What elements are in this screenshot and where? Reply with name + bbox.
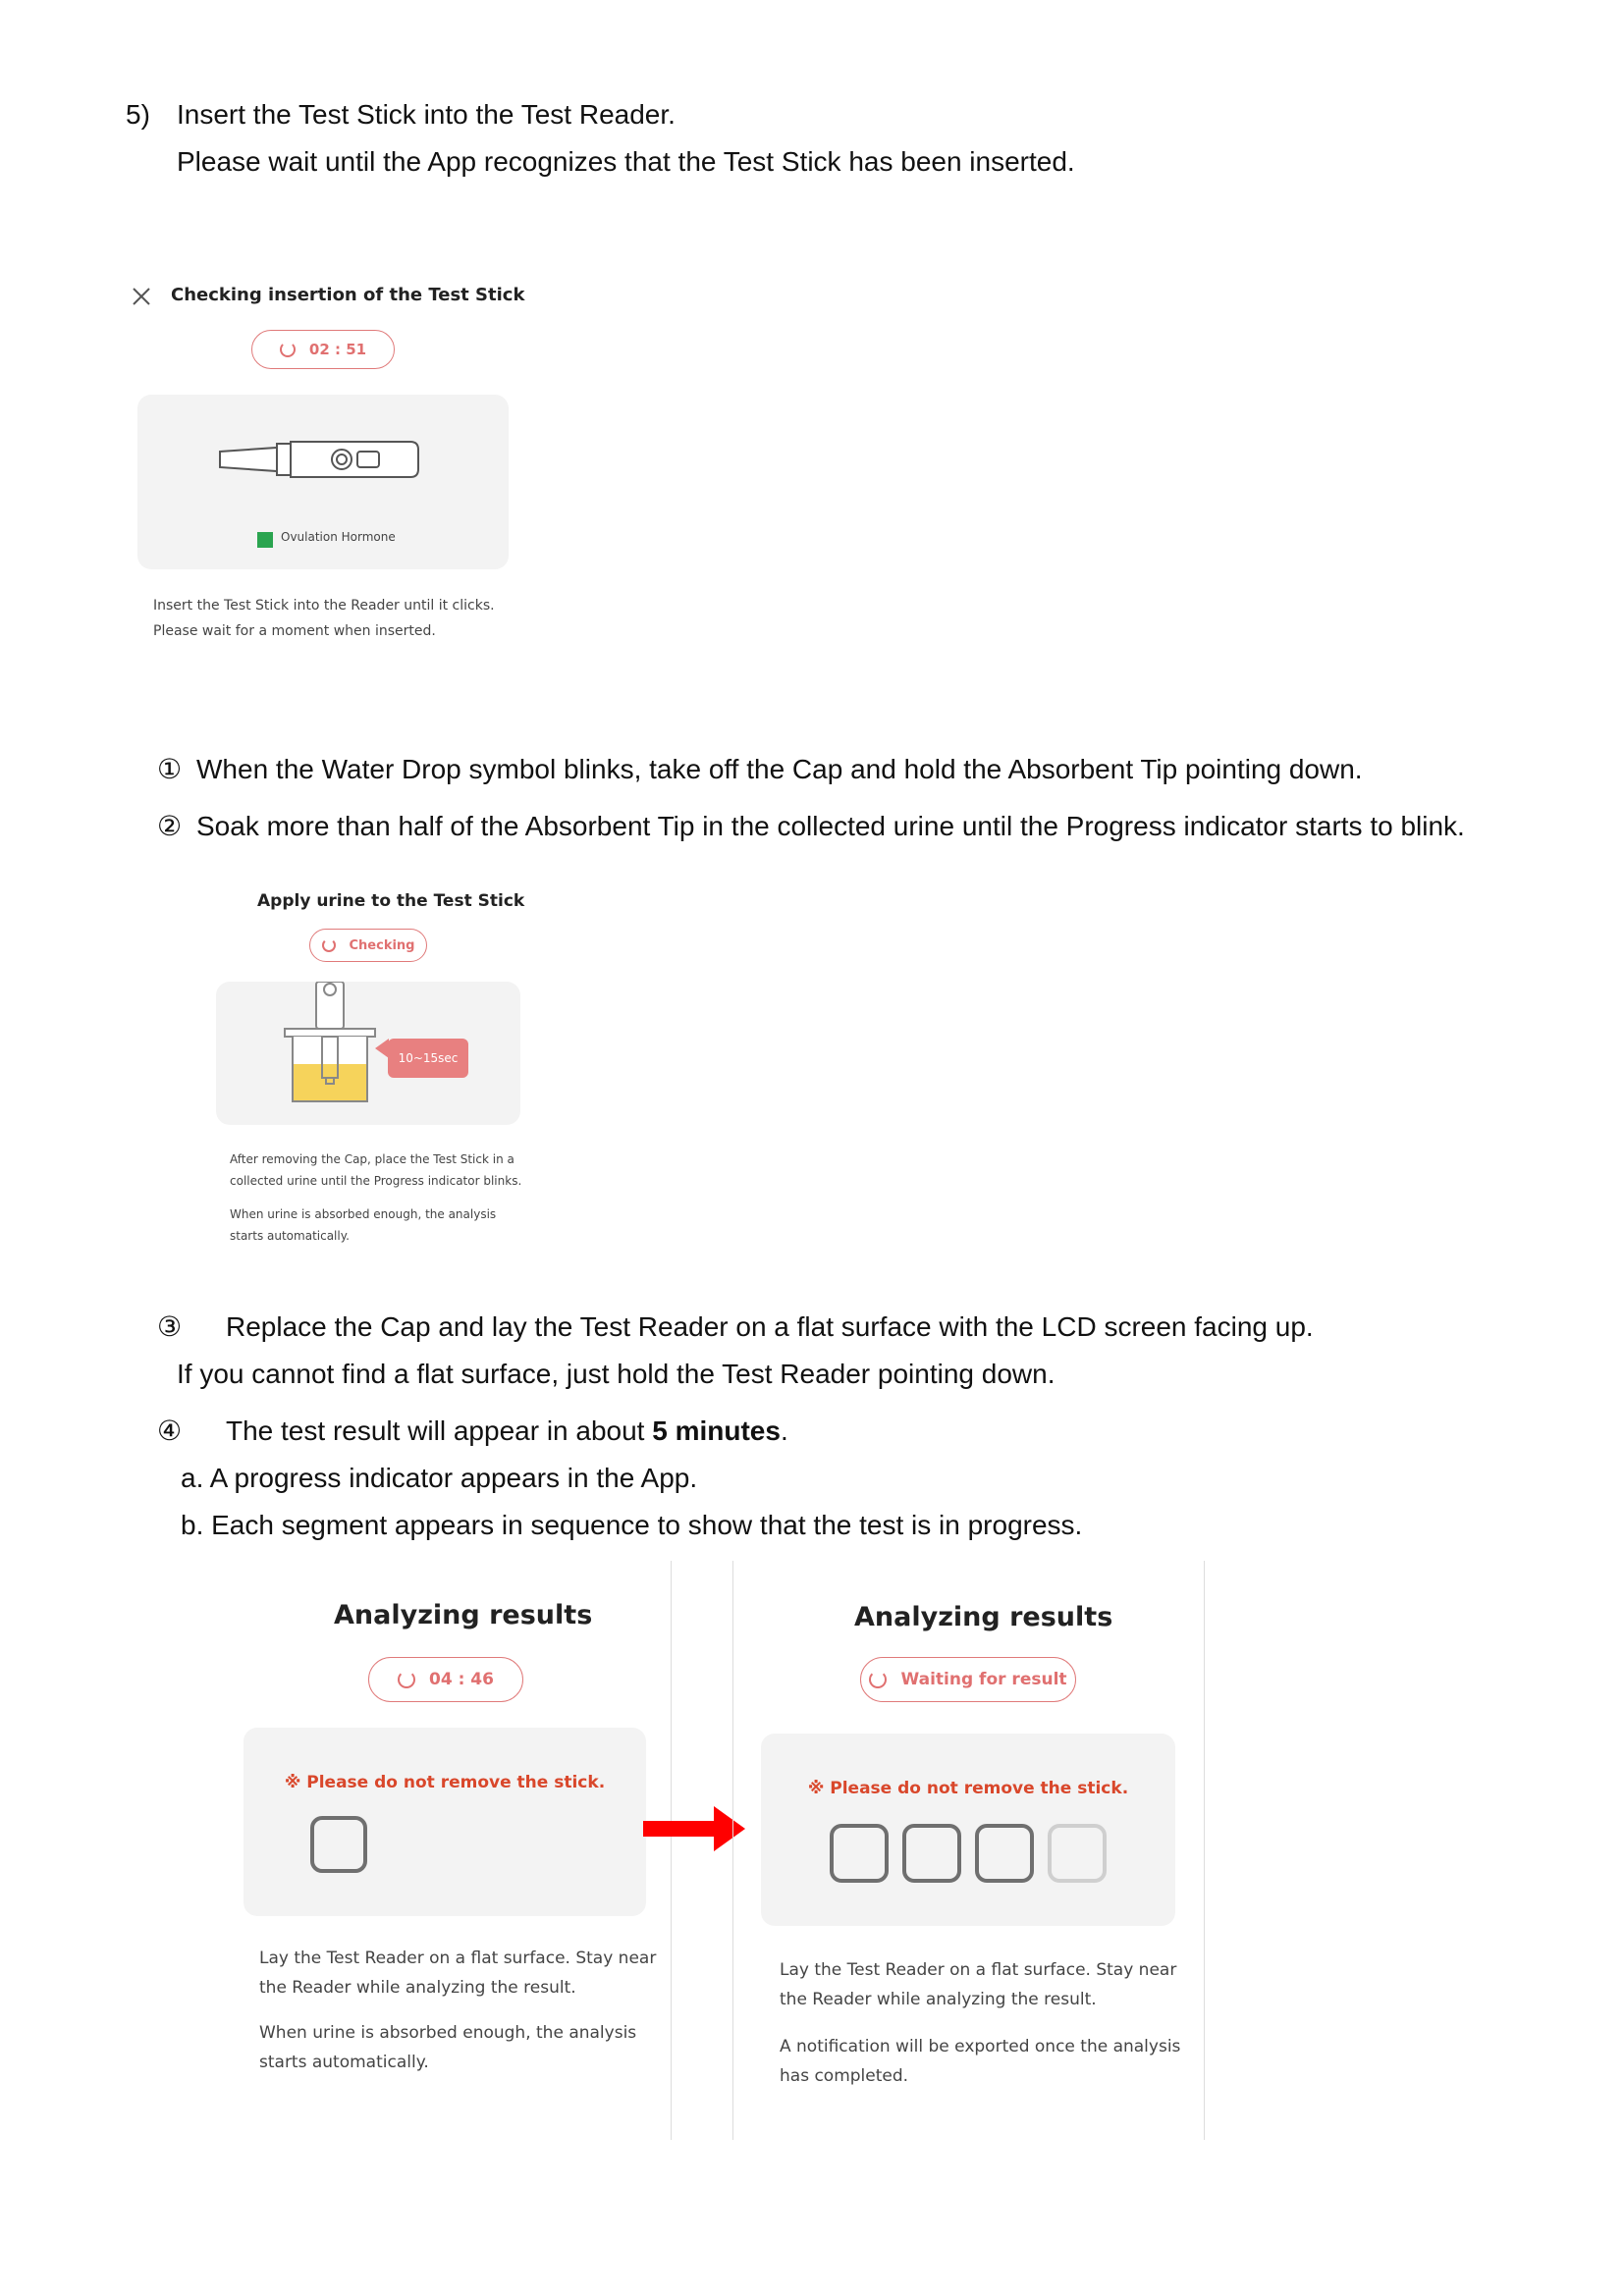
screen-title: Analyzing results bbox=[334, 1600, 593, 1630]
step-marker: ④ bbox=[157, 1415, 183, 1446]
description-line: the Reader while analyzing the result. bbox=[259, 1978, 576, 1998]
description-line: collected urine until the Progress indicator blinks. bbox=[230, 1174, 522, 1188]
step-4-text-post: . bbox=[780, 1415, 788, 1446]
timer-value: 04 : 46 bbox=[429, 1670, 494, 1689]
screen-title: Analyzing results bbox=[854, 1602, 1113, 1632]
progress-panel bbox=[244, 1728, 646, 1916]
description-line: Please wait for a moment when inserted. bbox=[153, 623, 436, 639]
divider bbox=[1204, 1561, 1205, 2140]
description-line: A notification will be exported once the analysis bbox=[780, 2037, 1181, 2056]
step-1-text: When the Water Drop symbol blinks, take off the Cap and hold the Absorbent Tip pointing down. bbox=[196, 754, 1363, 784]
description-line: Lay the Test Reader on a flat surface. Stay near bbox=[259, 1949, 657, 1968]
step5-line2: Please wait until the App recognizes that the Test Stick has been inserted. bbox=[177, 146, 1075, 177]
step-marker: ③ bbox=[157, 1311, 183, 1342]
spinner-icon bbox=[398, 1671, 415, 1688]
screen-analyzing-waiting bbox=[746, 1590, 1188, 2101]
description-line: has completed. bbox=[780, 2066, 909, 2086]
warning-text: ※ Please do not remove the stick. bbox=[284, 1773, 606, 1792]
time-badge: 10~15sec bbox=[388, 1039, 468, 1078]
description-line: the Reader while analyzing the result. bbox=[780, 1990, 1097, 2009]
urine-cup-icon bbox=[283, 982, 377, 1109]
screen-checking-insertion bbox=[128, 275, 525, 667]
description-line: Lay the Test Reader on a flat surface. Stay near bbox=[780, 1960, 1177, 1980]
step-2-text: Soak more than half of the Absorbent Tip in the collected urine until the Progress indicator starts to blink. bbox=[196, 811, 1465, 841]
screen-title: Checking insertion of the Test Stick bbox=[171, 285, 525, 305]
test-stick-icon bbox=[218, 440, 420, 479]
step5-line1: Insert the Test Stick into the Test Reader. bbox=[177, 99, 676, 130]
legend-swatch bbox=[257, 532, 273, 548]
description-line: Insert the Test Stick into the Reader until it clicks. bbox=[153, 598, 495, 614]
timer-pill bbox=[368, 1657, 523, 1702]
screen-analyzing-timer bbox=[226, 1590, 658, 2081]
legend-label: Ovulation Hormone bbox=[281, 530, 396, 544]
description-line: When urine is absorbed enough, the analysis bbox=[259, 2023, 637, 2043]
status-label: Waiting for result bbox=[900, 1670, 1067, 1689]
status-label: Checking bbox=[349, 937, 415, 953]
description-line: starts automatically. bbox=[230, 1229, 350, 1243]
progress-panel bbox=[761, 1734, 1175, 1926]
progress-segment-pending bbox=[1048, 1824, 1107, 1883]
timer-value: 02 : 51 bbox=[308, 341, 367, 358]
screen-title: Apply urine to the Test Stick bbox=[257, 891, 525, 911]
spinner-icon bbox=[869, 1671, 887, 1688]
divider bbox=[732, 1561, 733, 2140]
step-4-text-pre: The test result will appear in about bbox=[226, 1415, 653, 1446]
substep-a: a. A progress indicator appears in the App. bbox=[181, 1463, 698, 1493]
step-marker: ② bbox=[157, 811, 183, 841]
step-marker: ① bbox=[157, 754, 183, 784]
spinner-icon bbox=[280, 342, 296, 357]
step-4-emphasis: 5 minutes bbox=[652, 1415, 781, 1446]
step-3-text: Replace the Cap and lay the Test Reader on a flat surface with the LCD screen facing up. bbox=[226, 1311, 1314, 1342]
progress-segment bbox=[830, 1824, 889, 1883]
progress-segment bbox=[902, 1824, 961, 1883]
description-line: starts automatically. bbox=[259, 2053, 429, 2072]
progress-segment bbox=[975, 1824, 1034, 1883]
illustration-panel bbox=[137, 395, 509, 569]
progress-segment bbox=[310, 1816, 367, 1873]
badge-pointer bbox=[375, 1039, 389, 1058]
close-icon[interactable] bbox=[132, 287, 151, 306]
screen-apply-urine bbox=[206, 883, 530, 1256]
substep-b: b. Each segment appears in sequence to show that the test is in progress. bbox=[181, 1510, 1083, 1540]
step-4-text bbox=[226, 1415, 788, 1448]
description-line: After removing the Cap, place the Test Stick in a bbox=[230, 1152, 514, 1166]
step-number: 5) bbox=[126, 99, 150, 130]
status-pill bbox=[309, 929, 427, 962]
timer-pill bbox=[251, 330, 395, 369]
spinner-icon bbox=[322, 938, 336, 952]
illustration-panel bbox=[216, 982, 520, 1125]
description-line: When urine is absorbed enough, the analysis bbox=[230, 1207, 497, 1221]
warning-text: ※ Please do not remove the stick. bbox=[807, 1779, 1129, 1798]
step-3-note: If you cannot find a flat surface, just hold the Test Reader pointing down. bbox=[177, 1359, 1056, 1389]
status-pill bbox=[860, 1657, 1076, 1702]
